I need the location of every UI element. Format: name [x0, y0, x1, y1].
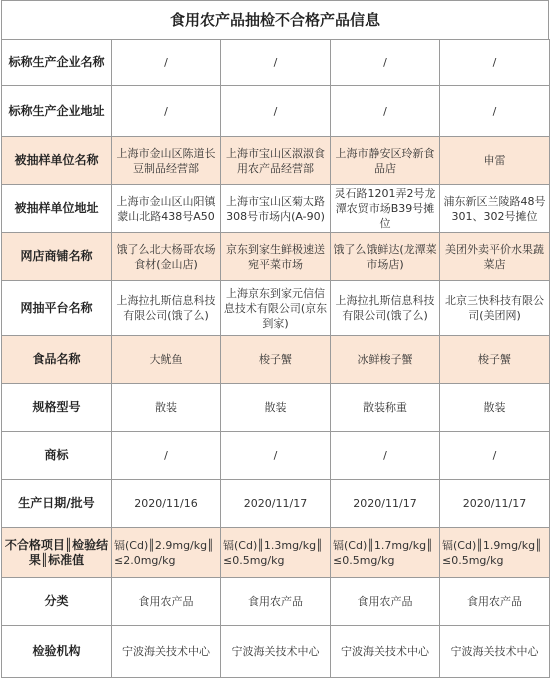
table-cell: 镉(Cd)║1.9mg/kg║≤0.5mg/kg	[440, 528, 550, 578]
table-cell: /	[331, 432, 440, 480]
table-title: 食用农产品抽检不合格产品信息	[1, 0, 549, 39]
row-label: 生产日期/批号	[2, 480, 112, 528]
row-label: 标称生产企业名称	[2, 40, 112, 86]
table-cell: 2020/11/17	[331, 480, 440, 528]
row-spec	[2, 384, 550, 432]
row-unqualified-item	[2, 528, 550, 578]
table-cell: 饿了么北大杨哥农场食材(金山店)	[112, 233, 221, 281]
table-cell: /	[112, 40, 221, 86]
table-cell: 梭子蟹	[221, 336, 331, 384]
row-label: 检验机构	[2, 626, 112, 678]
product-info-table	[1, 39, 550, 678]
table-cell: /	[112, 86, 221, 137]
row-label: 被抽样单位名称	[2, 137, 112, 185]
table-cell: 上海市静安区玲新食品店	[331, 137, 440, 185]
table-cell: /	[331, 40, 440, 86]
row-label: 被抽样单位地址	[2, 185, 112, 233]
table-cell: 京东到家生鲜极速送宛平菜市场	[221, 233, 331, 281]
table-cell: 食用农产品	[440, 578, 550, 626]
table-cell: /	[112, 432, 221, 480]
table-cell: 灵石路1201弄2号龙潭农贸市场B39号摊位	[331, 185, 440, 233]
table-cell: 宁波海关技术中心	[112, 626, 221, 678]
table-cell: /	[440, 86, 550, 137]
row-shop-name	[2, 233, 550, 281]
table-cell: 宁波海关技术中心	[221, 626, 331, 678]
table-cell: 食用农产品	[331, 578, 440, 626]
row-label: 网抽平台名称	[2, 281, 112, 336]
table-cell: /	[331, 86, 440, 137]
table-cell: 镉(Cd)║2.9mg/kg║≤2.0mg/kg	[112, 528, 221, 578]
table-cell: 散装称重	[331, 384, 440, 432]
row-producer-address	[2, 86, 550, 137]
row-label: 标称生产企业地址	[2, 86, 112, 137]
row-label: 食品名称	[2, 336, 112, 384]
table-cell: 美团外卖平价水果蔬菜店	[440, 233, 550, 281]
document	[1, 0, 549, 678]
table-cell: 食用农产品	[221, 578, 331, 626]
table-cell: 上海京东到家元信信息技术有限公司(京东到家)	[221, 281, 331, 336]
row-food-name	[2, 336, 550, 384]
table-cell: 大鱿鱼	[112, 336, 221, 384]
table-cell: 上海市金山区山阳镇蒙山北路438号A50	[112, 185, 221, 233]
table-cell: 散装	[112, 384, 221, 432]
row-label: 不合格项目║检验结果║标准值	[2, 528, 112, 578]
table-cell: 镉(Cd)║1.3mg/kg║≤0.5mg/kg	[221, 528, 331, 578]
row-trademark	[2, 432, 550, 480]
row-label: 规格型号	[2, 384, 112, 432]
row-inspection-agency	[2, 626, 550, 678]
table-cell: 2020/11/16	[112, 480, 221, 528]
table-cell: /	[440, 432, 550, 480]
row-sampled-unit-address	[2, 185, 550, 233]
table-cell: 饿了么饿鲜达(龙潭菜市场店)	[331, 233, 440, 281]
table-cell: 上海市宝山区淑淑食用农产品经营部	[221, 137, 331, 185]
table-cell: 散装	[221, 384, 331, 432]
table-cell: 上海市金山区陈道长豆制品经营部	[112, 137, 221, 185]
table-cell: 散装	[440, 384, 550, 432]
table-cell: 镉(Cd)║1.7mg/kg║≤0.5mg/kg	[331, 528, 440, 578]
row-sampled-unit-name	[2, 137, 550, 185]
table-cell: 上海拉扎斯信息科技有限公司(饿了么)	[112, 281, 221, 336]
row-platform-name	[2, 281, 550, 336]
table-cell: /	[221, 86, 331, 137]
table-cell: 2020/11/17	[440, 480, 550, 528]
row-label: 商标	[2, 432, 112, 480]
table-cell: 申雷	[440, 137, 550, 185]
table-cell: 上海拉扎斯信息科技有限公司(饿了么)	[331, 281, 440, 336]
row-production-date	[2, 480, 550, 528]
table-cell: 宁波海关技术中心	[440, 626, 550, 678]
row-label: 网店商铺名称	[2, 233, 112, 281]
table-cell: 宁波海关技术中心	[331, 626, 440, 678]
table-cell: 上海市宝山区菊太路308号市场内(A-90)	[221, 185, 331, 233]
table-cell: 浦东新区兰陵路48号301、302号摊位	[440, 185, 550, 233]
table-cell: 食用农产品	[112, 578, 221, 626]
row-producer-name	[2, 40, 550, 86]
table-cell: /	[221, 40, 331, 86]
table-cell: /	[440, 40, 550, 86]
table-cell: /	[221, 432, 331, 480]
row-label: 分类	[2, 578, 112, 626]
table-cell: 2020/11/17	[221, 480, 331, 528]
row-category	[2, 578, 550, 626]
table-cell: 梭子蟹	[440, 336, 550, 384]
table-cell: 北京三快科技有限公司(美团网)	[440, 281, 550, 336]
table-cell: 冰鲜梭子蟹	[331, 336, 440, 384]
